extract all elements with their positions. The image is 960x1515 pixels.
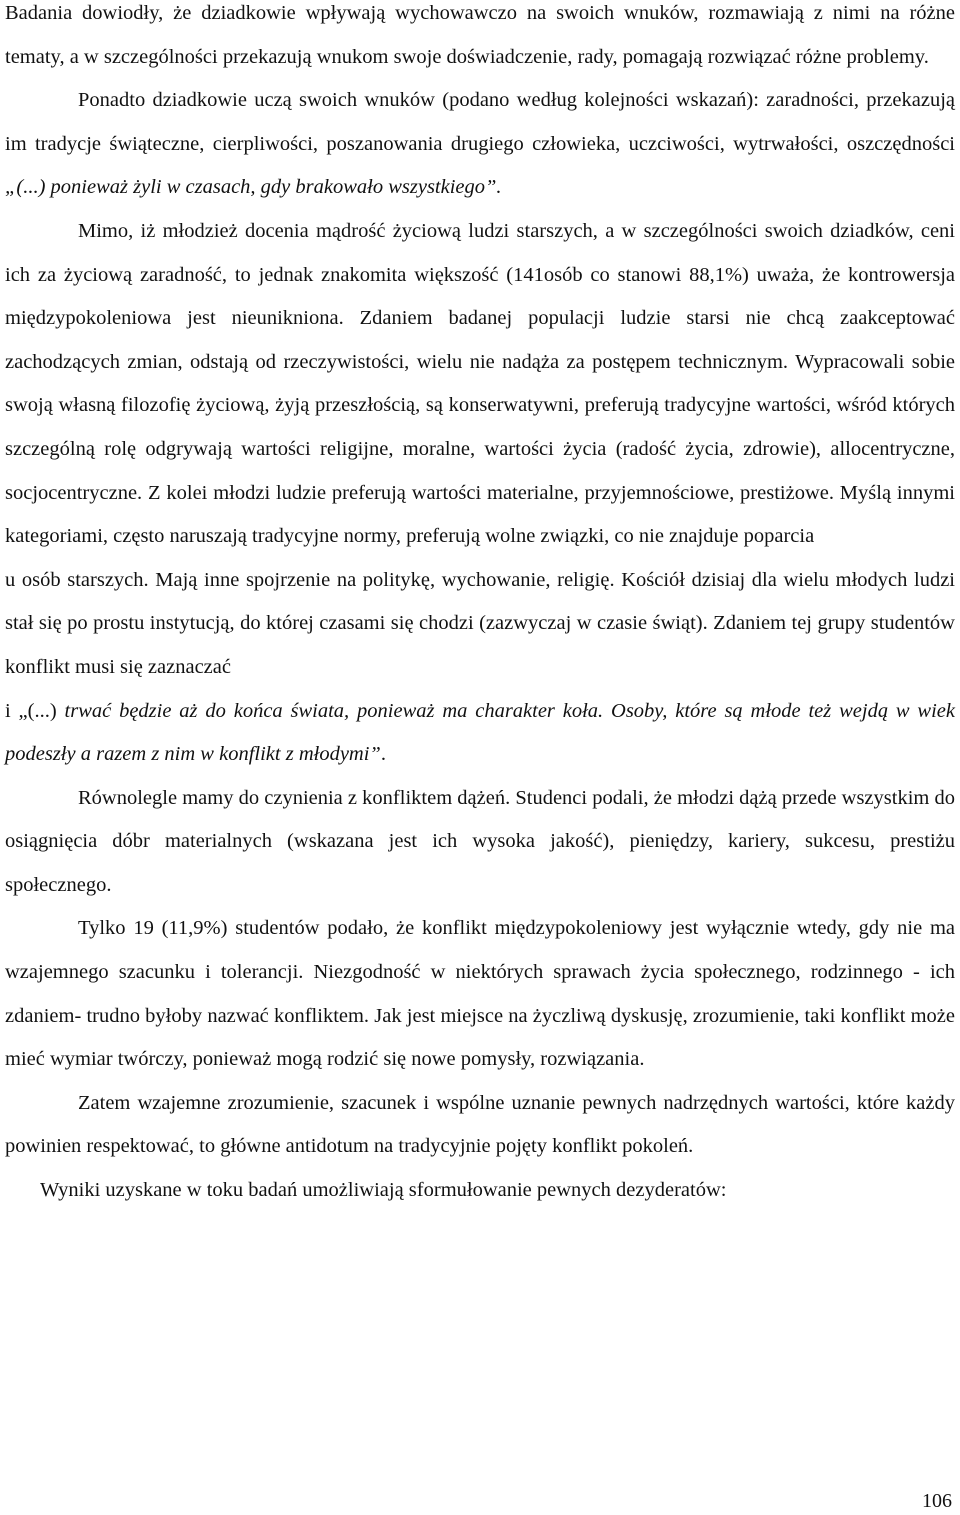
paragraph-grandparents-influence xyxy=(5,0,955,79)
paragraph-text: Równolegle mamy do czynienia z konfliktem dążeń. Studenci podali, że młodzi dążą przede wszystkim do osiągnięcia dóbr materialnych (wskazana jest ich wysoka jakość), pieniędzy, kariery, sukcesu, prestiżu społecznego. xyxy=(5,786,955,896)
paragraph-generational-conflict xyxy=(5,210,955,777)
paragraph-text: Ponadto dziadkowie uczą swoich wnuków (podano według kolejności wskazań): zaradności, przekazują im tradycje świąteczne, cierpliwości, poszanowania drugiego człowieka, uczciwości, wytrwałości, oszczędności xyxy=(5,89,955,155)
paragraph-grandparents-teach xyxy=(5,79,955,210)
quotation-italic: „(...) ponieważ żyli w czasach, gdy brakowało wszystkiego”. xyxy=(5,176,502,199)
document-page xyxy=(5,0,955,1213)
quotation-italic: trwać będzie aż do końca świata, ponieważ ma charakter koła. Osoby, które są młode też wejdą w wiek podeszły a razem z nim w konflikt z młodymi” xyxy=(5,699,955,766)
paragraph-respect-tolerance xyxy=(5,907,955,1081)
paragraph-text-continued: u osób starszych. Mają inne spojrzenie na politykę, wychowanie, religię. Kościół dzisiaj dla wielu młodych ludzi stał się po prostu instytucją, do której czasami się chodzi (zazwyczaj w czasie świąt). Zdaniem tej grupy studentów konflikt musi się zaznaczać xyxy=(5,568,955,678)
page-number: 106 xyxy=(922,1490,952,1512)
paragraph-text: Badania dowiodły, że dziadkowie wpływają wychowawczo na swoich wnuków, rozmawiają z nimi na różne tematy, a w szczególności przekazują wnukom swoje doświadczenie, rady, pomagają rozwiązać różne problemy. xyxy=(5,2,955,68)
paragraph-conflict-of-aspirations xyxy=(5,777,955,908)
paragraph-text-quote-intro: i „(...) xyxy=(5,699,65,722)
paragraph-mutual-understanding xyxy=(5,1082,955,1169)
paragraph-text: Tylko 19 (11,9%) studentów podało, że konflikt międzypokoleniowy jest wyłącznie wtedy, gdy nie ma wzajemnego szacunku i tolerancji. Niezgodność w niektórych sprawach życia społecznego, rodzinnego - ich zdaniem- trudno byłoby nazwać konfliktem. Jak jest miejsce na życzliwą dyskusję, zrozumienie, taki konflikt może mieć wymiar twórczy, ponieważ mogą rodzić się nowe pomysły, rozwiązania. xyxy=(5,917,955,1071)
paragraph-results-desiderata xyxy=(5,1169,955,1213)
paragraph-text-tail: . xyxy=(380,743,386,766)
paragraph-text: Zatem wzajemne zrozumienie, szacunek i wspólne uznanie pewnych nadrzędnych wartości, które każdy powinien respektować, to główne antidotum na tradycyjnie pojęty konflikt pokoleń. xyxy=(5,1091,955,1158)
paragraph-text: Wyniki uzyskane w toku badań umożliwiają sformułowanie pewnych dezyderatów: xyxy=(40,1179,727,1202)
paragraph-text: Mimo, iż młodzież docenia mądrość życiową ludzi starszych, a w szczególności swoich dziadków, ceni ich za życiową zaradność, to jednak znakomita większość (141osób co stanowi 88,1%) uważa, że kontrowersja międzypokoleniowa jest nieunikniona. Zdaniem badanej populacji ludzie starsi nie chcą zaakceptować zachodzących zmian, odstają od rzeczywistości, wielu nie nadąża za postępem technicznym. Wypracowali sobie swoją własną filozofię życiową, żyją przeszłością, są konserwatywni, preferują tradycyjne wartości, wśród których szczególną rolę odgrywają wartości religijne, moralne, wartości życia (radość życia, zdrowie), allocentryczne, socjocentryczne. Z kolei młodzi ludzie preferują wartości materialne, przyjemnościowe, prestiżowe. Myślą innymi kategoriami, często naruszają tradycyjne normy, preferują wolne związki, co nie znajduje poparcia xyxy=(5,219,955,548)
